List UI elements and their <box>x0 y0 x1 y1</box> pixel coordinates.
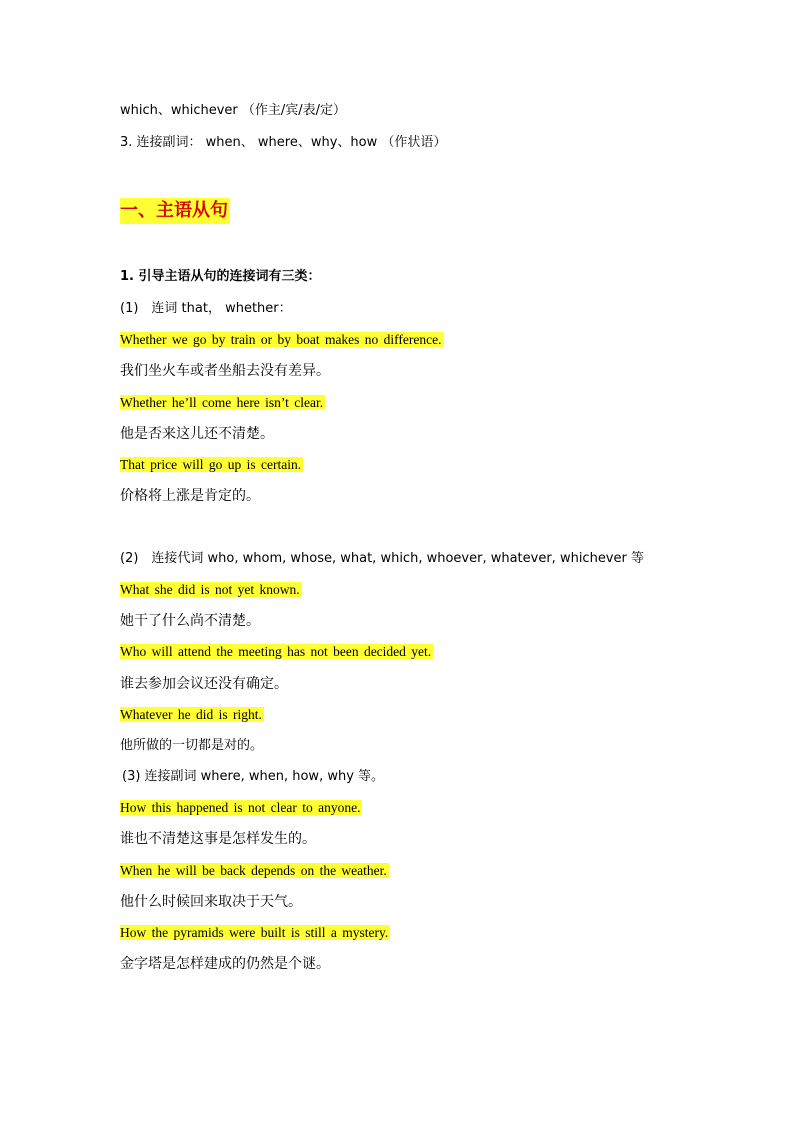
highlighted-sentence: How the pyramids were built is still a mystery. <box>120 925 389 940</box>
highlighted-sentence: How this happened is not clear to anyone. <box>120 800 361 815</box>
highlighted-sentence: Who will attend the meeting has not been decided yet. <box>120 644 432 659</box>
group2-label: (2) 连接代词 who, whom, whose, what, which, whoever, whatever, whichever 等 <box>120 551 644 566</box>
example-en <box>120 799 362 818</box>
example-cn: 金字塔是怎样建成的仍然是个谜。 <box>120 956 330 972</box>
highlighted-sentence: Whether he’ll come here isn’t clear. <box>120 395 324 410</box>
highlighted-sentence: What she did is not yet known. <box>120 582 300 597</box>
point1-title: 1. 引导主语从句的连接词有三类： <box>120 269 321 284</box>
highlighted-sentence: That price will go up is certain. <box>120 457 302 472</box>
group1-label: (1) 连词 that， whether： <box>120 301 292 316</box>
example-en <box>120 394 325 413</box>
example-cn: 他什么时候回来取决于天气。 <box>120 894 302 910</box>
highlighted-sentence: Whether we go by train or by boat makes no difference. <box>120 332 442 347</box>
example-cn: 她干了什么尚不清楚。 <box>120 613 260 629</box>
example-en <box>120 862 389 881</box>
section-title: 一、主语从句 <box>120 198 230 224</box>
example-cn: 我们坐火车或者坐船去没有差异。 <box>120 363 330 379</box>
group3-label: (3) 连接副词 where, when, how, why 等。 <box>122 769 385 784</box>
example-cn: 价格将上涨是肯定的。 <box>120 488 260 504</box>
example-en <box>120 456 303 475</box>
example-cn: 谁去参加会议还没有确定。 <box>120 676 288 692</box>
highlighted-sentence: Whatever he did is right. <box>120 707 262 722</box>
example-en <box>120 924 390 943</box>
example-en <box>120 706 264 725</box>
example-en <box>120 581 302 600</box>
example-cn: 他是否来这儿还不清楚。 <box>120 426 274 442</box>
example-en <box>120 643 433 662</box>
example-cn: 谁也不清楚这事是怎样发生的。 <box>120 831 316 847</box>
highlighted-sentence: When he will be back depends on the weather. <box>120 863 387 878</box>
pronoun-line: which、whichever （作主/宾/表/定） <box>120 103 347 118</box>
example-cn: 他所做的一切都是对的。 <box>120 738 264 753</box>
adverb-line: 3. 连接副词： when、 where、why、how （作状语） <box>120 135 447 150</box>
example-en <box>120 331 444 350</box>
